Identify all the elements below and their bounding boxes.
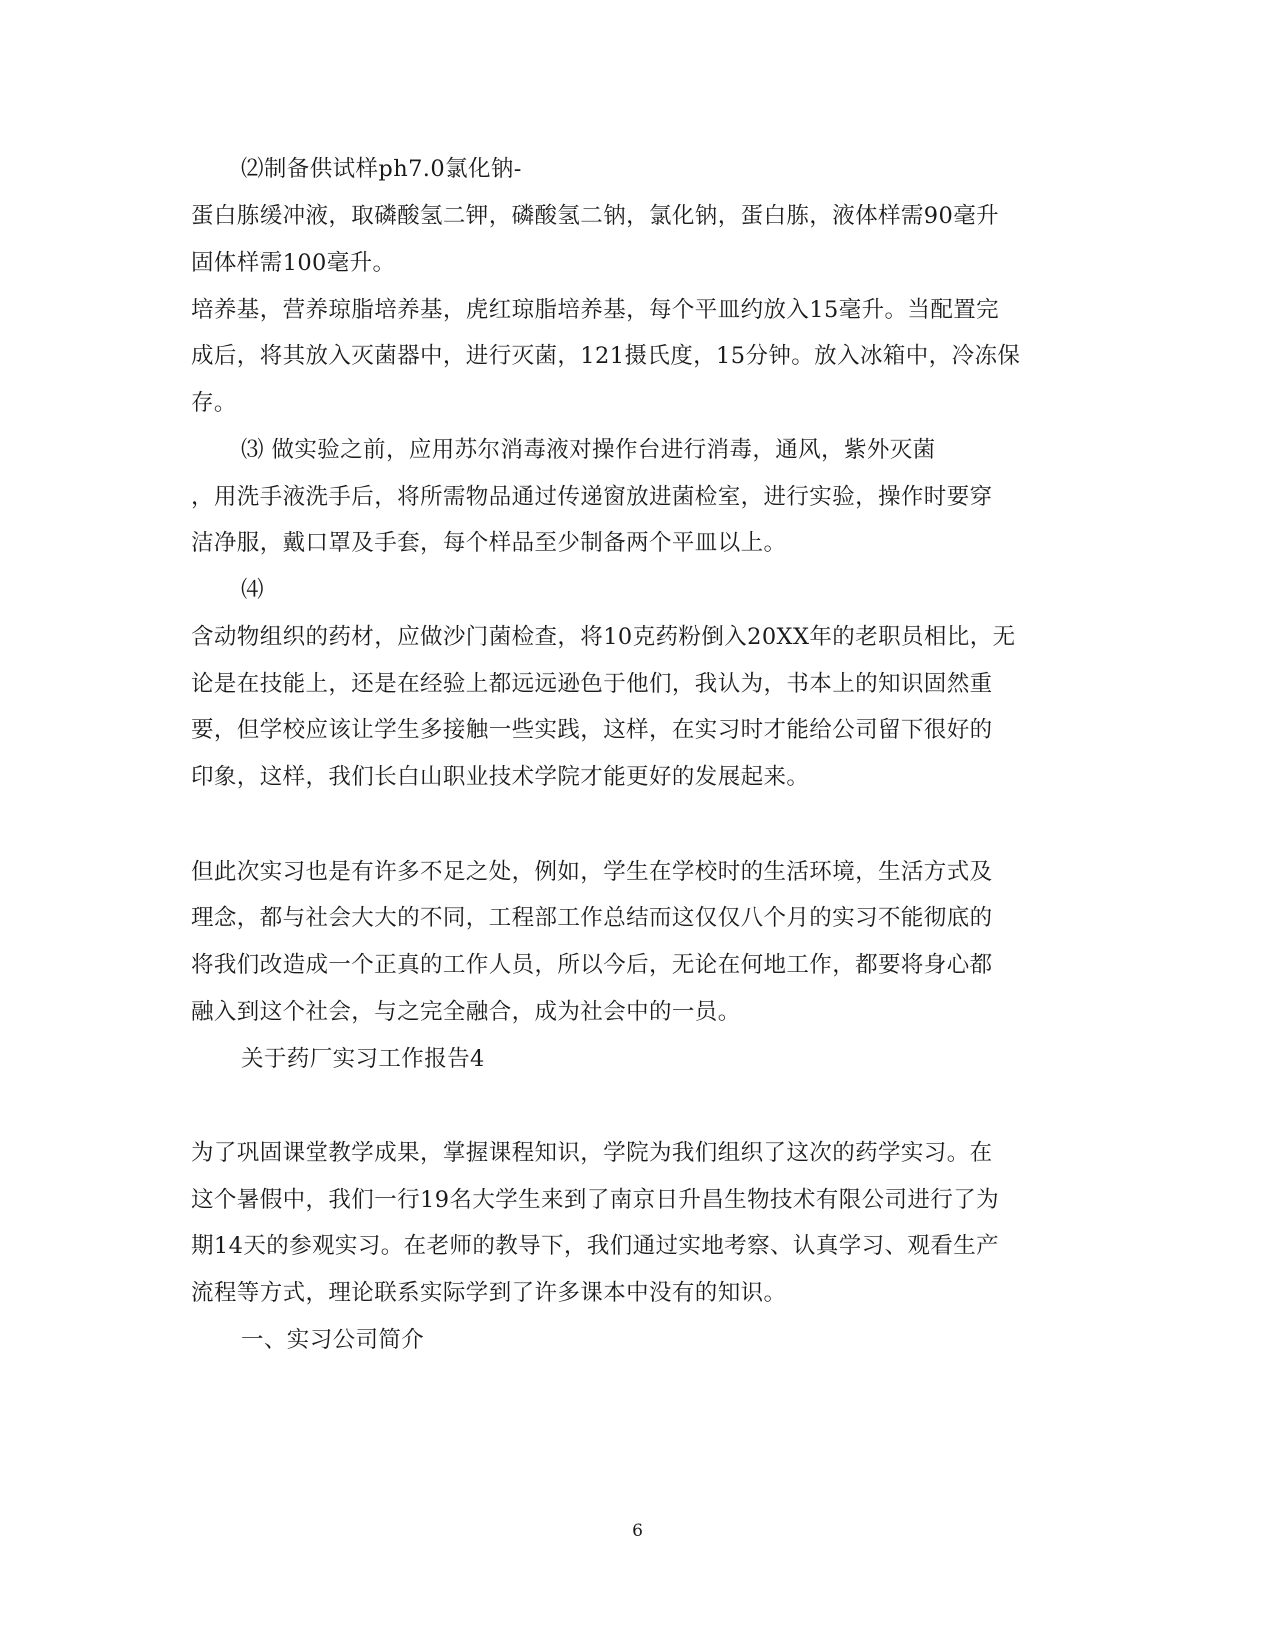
text-line: 蛋白胨缓冲液，取磷酸氢二钾，磷酸氢二钠，氯化钠，蛋白胨，液体样需90毫升 [191,203,1000,229]
text-line: 这个暑假中，我们一行19名大学生来到了南京日升昌生物技术有限公司进行了为 [191,1187,1000,1213]
section-heading: 关于药厂实习工作报告4 [241,1046,485,1072]
text-line: 论是在技能上，还是在经验上都远远逊色于他们，我认为，书本上的知识固然重 [191,671,993,697]
text-line: 期14天的参观实习。在老师的教导下，我们通过实地考察、认真学习、观看生产 [191,1233,1000,1259]
text-line: 为了巩固课堂教学成果，掌握课程知识，学院为我们组织了这次的药学实习。在 [191,1140,993,1166]
text-line: 将我们改造成一个正真的工作人员，所以今后，无论在何地工作，都要将身心都 [191,952,993,978]
text-line: 印象，这样，我们长白山职业技术学院才能更好的发展起来。 [191,764,810,790]
text-line: 流程等方式，理论联系实际学到了许多课本中没有的知识。 [191,1280,787,1306]
text-line: ⑷ [241,577,264,603]
text-line: 理念，都与社会大大的不同，工程部工作总结而这仅仅八个月的实习不能彻底的 [191,905,993,931]
text-line: ⑵制备供试样ph7.0氯化钠- [241,156,522,182]
text-line: 含动物组织的药材，应做沙门菌检查，将10克药粉倒入20XX年的老职员相比，无 [191,624,1016,650]
text-line: 但此次实习也是有许多不足之处，例如，学生在学校时的生活环境，生活方式及 [191,859,993,885]
text-line: 洁净服，戴口罩及手套，每个样品至少制备两个平皿以上。 [191,530,787,556]
text-line: 成后，将其放入灭菌器中，进行灭菌，121摄氏度，15分钟。放入冰箱中，冷冻保 [191,343,1021,369]
text-line: ⑶ 做实验之前，应用苏尔消毒液对操作台进行消毒，通风，紫外灭菌 [241,437,936,463]
section-heading: 一、实习公司简介 [241,1327,425,1353]
page-number: 6 [632,1521,643,1541]
text-line: 融入到这个社会，与之完全融合，成为社会中的一员。 [191,999,741,1025]
text-line: 固体样需100毫升。 [191,250,396,276]
text-line: 培养基，营养琼脂培养基，虎红琼脂培养基，每个平皿约放入15毫升。当配置完 [191,297,1000,323]
text-line: ，用洗手液洗手后，将所需物品通过传递窗放进菌检室，进行实验，操作时要穿 [191,484,993,510]
text-line: 存。 [191,390,237,416]
text-line: 要，但学校应该让学生多接触一些实践，这样，在实习时才能给公司留下很好的 [191,717,993,743]
